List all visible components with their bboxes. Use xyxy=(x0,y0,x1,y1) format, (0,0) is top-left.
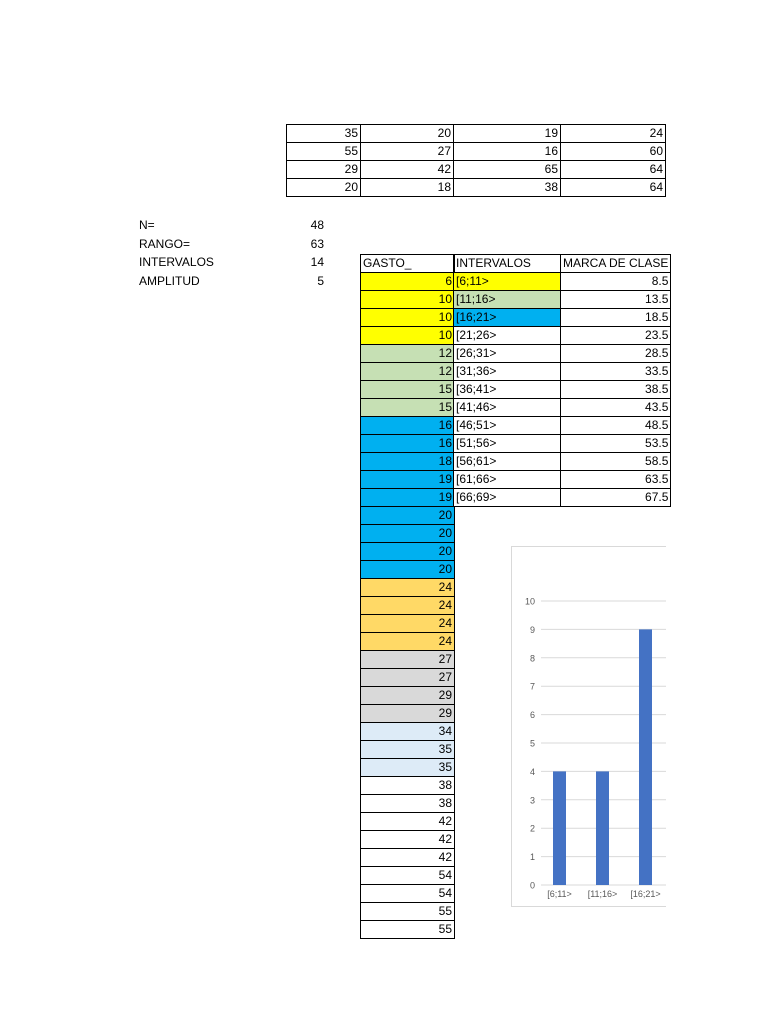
class-mark-cell[interactable]: 43.5 xyxy=(561,399,671,417)
gasto-cell[interactable]: 42 xyxy=(361,831,455,849)
stat-value: 63 xyxy=(310,236,324,251)
x-tick-label: [6;11> xyxy=(547,889,572,899)
table-row xyxy=(361,759,455,777)
intervals-header[interactable]: INTERVALOS xyxy=(454,255,561,273)
gasto-cell[interactable]: 55 xyxy=(361,921,455,939)
x-tick-label: [11;16> xyxy=(587,889,618,899)
table-row xyxy=(361,273,455,291)
class-mark-cell[interactable]: 63.5 xyxy=(561,471,671,489)
table-row xyxy=(361,723,455,741)
class-mark-cell[interactable]: 8.5 xyxy=(561,273,671,291)
table-row xyxy=(454,273,671,291)
table-row xyxy=(361,669,455,687)
class-mark-cell[interactable]: 28.5 xyxy=(561,345,671,363)
table-row xyxy=(361,633,455,651)
interval-cell[interactable]: [41;46> xyxy=(454,399,561,417)
gasto-cell[interactable]: 16 xyxy=(361,417,455,435)
table-row xyxy=(361,867,455,885)
gasto-cell[interactable]: 38 xyxy=(361,777,455,795)
stat-label: AMPLITUD xyxy=(139,273,200,288)
data-cell[interactable]: 35 xyxy=(287,125,361,143)
table-row xyxy=(361,561,455,579)
table-row xyxy=(287,143,666,161)
gasto-cell[interactable]: 24 xyxy=(361,615,455,633)
gasto-cell[interactable]: 42 xyxy=(361,849,455,867)
gasto-cell[interactable]: 19 xyxy=(361,471,455,489)
interval-cell[interactable]: [21;26> xyxy=(454,327,561,345)
table-row xyxy=(361,777,455,795)
interval-cell[interactable]: [66;69> xyxy=(454,489,561,507)
table-row xyxy=(454,435,671,453)
y-tick-label: 0 xyxy=(529,880,535,891)
table-row xyxy=(361,921,455,939)
gasto-cell[interactable]: 24 xyxy=(361,597,455,615)
gasto-column xyxy=(360,254,455,939)
gasto-cell[interactable]: 24 xyxy=(361,579,455,597)
y-tick-label: 3 xyxy=(529,795,535,806)
gasto-cell[interactable]: 20 xyxy=(361,507,455,525)
y-tick-label: 2 xyxy=(529,823,535,834)
gasto-cell[interactable]: 29 xyxy=(361,705,455,723)
interval-cell[interactable]: [16;21> xyxy=(454,309,561,327)
data-cell[interactable]: 55 xyxy=(287,143,361,161)
y-tick-label: 10 xyxy=(524,596,535,607)
gasto-cell[interactable]: 6 xyxy=(361,273,455,291)
gasto-cell[interactable]: 19 xyxy=(361,489,455,507)
table-row xyxy=(361,849,455,867)
class-mark-cell[interactable]: 23.5 xyxy=(561,327,671,345)
gasto-cell[interactable]: 12 xyxy=(361,345,455,363)
data-cell[interactable]: 24 xyxy=(561,125,666,143)
frequency-table xyxy=(453,254,671,507)
gasto-cell[interactable]: 35 xyxy=(361,759,455,777)
gasto-cell[interactable]: 12 xyxy=(361,363,455,381)
class-mark-cell[interactable]: 38.5 xyxy=(561,381,671,399)
table-row xyxy=(287,161,666,179)
table-row xyxy=(454,381,671,399)
class-mark-cell[interactable]: 58.5 xyxy=(561,453,671,471)
raw-data-table xyxy=(286,124,666,197)
data-cell[interactable]: 27 xyxy=(361,143,454,161)
class-mark-cell[interactable]: 53.5 xyxy=(561,435,671,453)
table-row xyxy=(361,795,455,813)
table-row xyxy=(454,417,671,435)
class-mark-cell[interactable]: 33.5 xyxy=(561,363,671,381)
interval-cell[interactable]: [26;31> xyxy=(454,345,561,363)
table-row xyxy=(361,399,455,417)
data-cell[interactable]: 19 xyxy=(454,125,561,143)
table-row xyxy=(361,471,455,489)
class-mark-cell[interactable]: 48.5 xyxy=(561,417,671,435)
gasto-cell[interactable]: 10 xyxy=(361,291,455,309)
table-row xyxy=(361,615,455,633)
data-cell[interactable]: 18 xyxy=(361,179,454,197)
gasto-cell[interactable]: 18 xyxy=(361,453,455,471)
data-cell[interactable]: 42 xyxy=(361,161,454,179)
table-row xyxy=(361,885,455,903)
table-row xyxy=(361,525,455,543)
stat-label: INTERVALOS xyxy=(139,255,214,269)
interval-cell[interactable]: [31;36> xyxy=(454,363,561,381)
header-row xyxy=(361,255,455,273)
gasto-cell[interactable]: 54 xyxy=(361,885,455,903)
y-tick-label: 5 xyxy=(529,738,535,749)
interval-cell[interactable]: [51;56> xyxy=(454,435,561,453)
table-row xyxy=(361,363,455,381)
data-cell[interactable]: 20 xyxy=(287,179,361,197)
interval-cell[interactable]: [11;16> xyxy=(454,291,561,309)
stat-value: 48 xyxy=(310,218,324,232)
data-cell[interactable]: 64 xyxy=(561,161,666,179)
gasto-cell[interactable]: 10 xyxy=(361,309,455,327)
table-row xyxy=(361,831,455,849)
table-row xyxy=(361,741,455,759)
table-row xyxy=(361,453,455,471)
table-row xyxy=(287,125,666,143)
table-row xyxy=(361,435,455,453)
gasto-cell[interactable]: 16 xyxy=(361,435,455,453)
gasto-header[interactable]: GASTO_ xyxy=(361,255,455,273)
table-row xyxy=(454,291,671,309)
interval-cell[interactable]: [61;66> xyxy=(454,471,561,489)
table-row xyxy=(454,363,671,381)
stat-label: N= xyxy=(139,218,155,232)
table-row xyxy=(361,381,455,399)
y-tick-label: 4 xyxy=(529,766,535,777)
gasto-cell[interactable]: 38 xyxy=(361,795,455,813)
class-mark-cell[interactable]: 13.5 xyxy=(561,291,671,309)
table-row xyxy=(454,345,671,363)
y-tick-label: 7 xyxy=(529,681,535,692)
interval-cell[interactable]: [46;51> xyxy=(454,417,561,435)
stat-label: RANGO= xyxy=(139,236,191,251)
gasto-cell[interactable]: 15 xyxy=(361,399,455,417)
gasto-cell[interactable]: 20 xyxy=(361,525,455,543)
table-row xyxy=(287,179,666,197)
gasto-cell[interactable]: 29 xyxy=(361,687,455,705)
stat-value: 14 xyxy=(310,255,324,269)
y-tick-label: 8 xyxy=(529,653,535,664)
header-row xyxy=(454,255,671,273)
gasto-cell[interactable]: 10 xyxy=(361,327,455,345)
table-row xyxy=(454,489,671,507)
gasto-cell[interactable]: 24 xyxy=(361,633,455,651)
y-tick-label: 1 xyxy=(529,852,535,863)
data-cell[interactable]: 38 xyxy=(454,179,561,197)
gasto-cell[interactable]: 15 xyxy=(361,381,455,399)
table-row xyxy=(361,813,455,831)
table-row xyxy=(454,399,671,417)
data-cell[interactable]: 20 xyxy=(361,125,454,143)
stat-value: 5 xyxy=(317,273,324,288)
gasto-cell[interactable]: 20 xyxy=(361,561,455,579)
table-row xyxy=(361,327,455,345)
class-mark-cell[interactable]: 67.5 xyxy=(561,489,671,507)
interval-cell[interactable]: [56;61> xyxy=(454,453,561,471)
table-row xyxy=(361,651,455,669)
table-row xyxy=(454,453,671,471)
gasto-cell[interactable]: 35 xyxy=(361,741,455,759)
gasto-cell[interactable]: 27 xyxy=(361,651,455,669)
table-row xyxy=(454,309,671,327)
data-cell[interactable]: 16 xyxy=(454,143,561,161)
table-row xyxy=(454,327,671,345)
gasto-cell[interactable]: 42 xyxy=(361,813,455,831)
chart-frame xyxy=(511,546,666,907)
table-row xyxy=(361,903,455,921)
table-row xyxy=(361,705,455,723)
table-row xyxy=(361,579,455,597)
histogram-chart[interactable] xyxy=(511,546,666,908)
data-cell[interactable]: 65 xyxy=(454,161,561,179)
table-row xyxy=(361,291,455,309)
table-row xyxy=(361,687,455,705)
table-row xyxy=(361,597,455,615)
class-mark-cell[interactable]: 18.5 xyxy=(561,309,671,327)
table-row xyxy=(361,489,455,507)
table-row xyxy=(361,507,455,525)
y-tick-label: 9 xyxy=(529,624,535,635)
gasto-cell[interactable]: 27 xyxy=(361,669,455,687)
table-row xyxy=(361,417,455,435)
table-row xyxy=(361,345,455,363)
gasto-cell[interactable]: 54 xyxy=(361,867,455,885)
gasto-cell[interactable]: 20 xyxy=(361,543,455,561)
table-row xyxy=(454,471,671,489)
interval-cell[interactable]: [6;11> xyxy=(454,273,561,291)
data-cell[interactable]: 60 xyxy=(561,143,666,161)
data-cell[interactable]: 29 xyxy=(287,161,361,179)
class-mark-header[interactable]: MARCA DE CLASE xyxy=(561,255,671,273)
y-tick-label: 6 xyxy=(529,710,535,721)
interval-cell[interactable]: [36;41> xyxy=(454,381,561,399)
x-tick-label: [16;21> xyxy=(630,889,661,899)
gasto-cell[interactable]: 34 xyxy=(361,723,455,741)
gasto-cell[interactable]: 55 xyxy=(361,903,455,921)
table-row xyxy=(361,543,455,561)
data-cell[interactable]: 64 xyxy=(561,179,666,197)
table-row xyxy=(361,309,455,327)
